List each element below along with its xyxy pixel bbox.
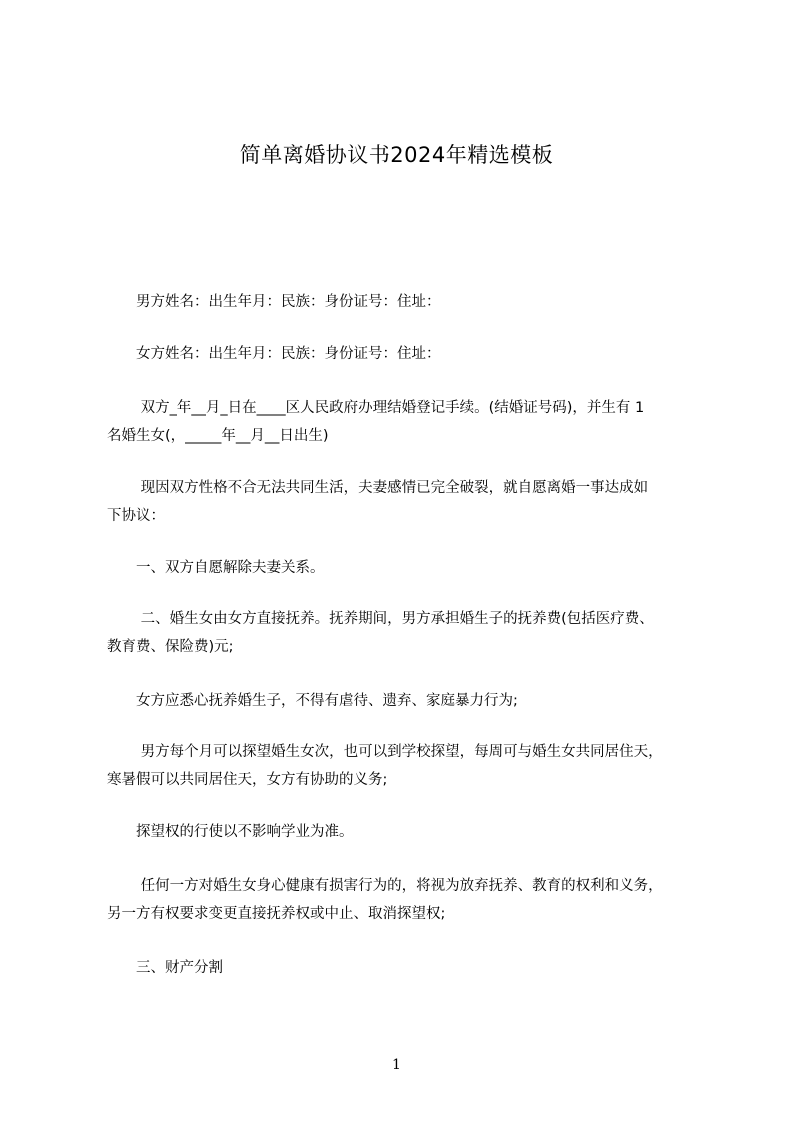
paragraph-line: 探望权的行使以不影响学业为准。 xyxy=(107,824,354,840)
paragraph-reason xyxy=(107,474,707,530)
paragraph-marriage-registration xyxy=(107,394,707,450)
paragraph-line: 女方应悉心抚养婚生子，不得有虐待、遗弃、家庭暴力行为; xyxy=(107,693,518,709)
paragraph-line: 另一方有权要求变更直接抚养权或中止、取消探望权; xyxy=(107,906,446,922)
paragraph-line: 一、双方自愿解除夫妻关系。 xyxy=(107,560,325,576)
paragraph-line: 双方_年__月_日在____区人民政府办理结婚登记手续。(结婚证号码)，并生有 1 xyxy=(107,400,645,416)
paragraph-harm-clause xyxy=(107,872,707,928)
paragraph-line: 任何一方对婚生女身心健康有损害行为的，将视为放弃抚养、教育的权利和义务， xyxy=(107,878,663,894)
paragraph-line: 男方姓名：出生年月：民族：身份证号：住址： xyxy=(107,294,441,310)
paragraph-line: 男方每个月可以探望婚生女次，也可以到学校探望，每周可与婚生女共同居住天， xyxy=(107,744,663,760)
paragraph-line: 下协议： xyxy=(107,508,165,524)
paragraph-line: 二、婚生女由女方直接抚养。抚养期间，男方承担婚生子的抚养费(包括医疗费、 xyxy=(107,611,654,627)
paragraph-line: 寒暑假可以共同居住天，女方有协助的义务; xyxy=(107,772,388,788)
paragraph-visitation xyxy=(107,738,707,794)
document-title: 简单离婚协议书2024年精选模板 xyxy=(239,143,554,167)
paragraph-line: 现因双方性格不合无法共同生活，夫妻感情已完全破裂，就自愿离婚一事达成如 xyxy=(107,480,649,496)
paragraph-line: 女方姓名：出生年月：民族：身份证号：住址： xyxy=(107,346,441,362)
paragraph-line: 教育费、保险费)元; xyxy=(107,639,234,655)
paragraph-visitation-limit xyxy=(107,818,707,846)
paragraph-male-info xyxy=(107,288,707,316)
paragraph-female-info xyxy=(107,340,707,368)
paragraph-line: 名婚生女(，_____年__月__日出生) xyxy=(107,428,329,444)
page-number: 1 xyxy=(392,1057,401,1073)
paragraph-line: 三、财产分割 xyxy=(107,960,223,976)
clause-three xyxy=(107,954,707,982)
clause-one xyxy=(107,554,707,582)
clause-two xyxy=(107,605,707,661)
paragraph-care-duty xyxy=(107,687,707,715)
